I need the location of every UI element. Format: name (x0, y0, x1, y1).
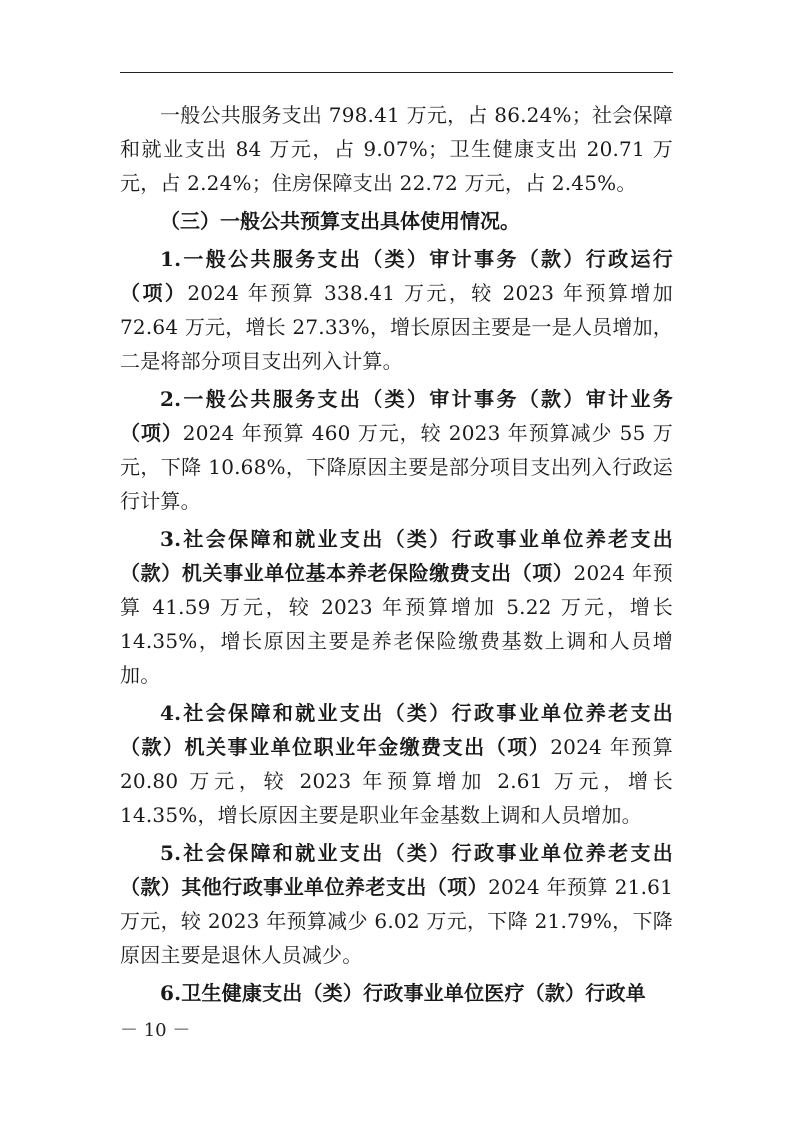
item-1-heading: 1.一般公共服务支出（类）审计事务（款）行政运行（项） (120, 247, 673, 305)
item-5-heading: 5.社会保障和就业支出（类）行政事业单位养老支出（款）其他行政事业单位养老支出（项） (120, 841, 673, 899)
paragraph-expenditure-summary: 一般公共服务支出 798.41 万元，占 86.24%；社会保障和就业支出 84 万元，占 9.07%；卫生健康支出 20.71 万元，占 2.24%；住房保障支出 22.72 万元，占 2.45%。 (120, 103, 673, 195)
paragraph-item-5 (120, 836, 673, 972)
paragraph-item-6 (120, 976, 673, 1010)
item-5-body: 2024 年预算 21.61 万元，较 2023 年预算减少 6.02 万元，下降 21.79%，下降原因主要是退休人员减少。 (120, 875, 673, 967)
paragraph-item-1 (120, 242, 673, 378)
document-body (120, 98, 673, 1014)
page-number: － 10 － (120, 1020, 191, 1041)
item-1-body: 2024 年预算 338.41 万元，较 2023 年预算增加 72.64 万元，增长 27.33%，增长原因主要是一是人员增加，二是将部分项目支出列入计算。 (120, 281, 674, 373)
paragraph-item-3 (120, 522, 673, 692)
item-4-heading: 4.社会保障和就业支出（类）行政事业单位养老支出（款）机关事业单位职业年金缴费支出（项） (120, 701, 673, 759)
item-3-body: 2024 年预算 41.59 万元，较 2023 年预算增加 5.22 万元，增长 14.35%，增长原因主要是养老保险缴费基数上调和人员增加。 (120, 561, 673, 687)
item-4-body: 2024 年预算 20.80 万元，较 2023 年预算增加 2.61 万元，增长 14.35%，增长原因主要是职业年金基数上调和人员增加。 (120, 735, 674, 827)
paragraph-item-2 (120, 382, 673, 518)
paragraph-item-4 (120, 696, 673, 832)
item-3-heading: 3.社会保障和就业支出（类）行政事业单位养老支出（款）机关事业单位基本养老保险缴费支出（项） (120, 527, 673, 585)
item-2-body: 2024 年预算 460 万元，较 2023 年预算减少 55 万元，下降 10.68%，下降原因主要是部分项目支出列入行政运行计算。 (120, 421, 673, 513)
header-rule (120, 72, 673, 73)
item-2-heading: 2.一般公共服务支出（类）审计事务（款）审计业务（项） (120, 387, 673, 445)
item-6-heading: 6.卫生健康支出（类）行政事业单位医疗（款）行政单 (160, 981, 646, 1005)
section-heading-3: （三）一般公共预算支出具体使用情况。 (160, 209, 520, 233)
